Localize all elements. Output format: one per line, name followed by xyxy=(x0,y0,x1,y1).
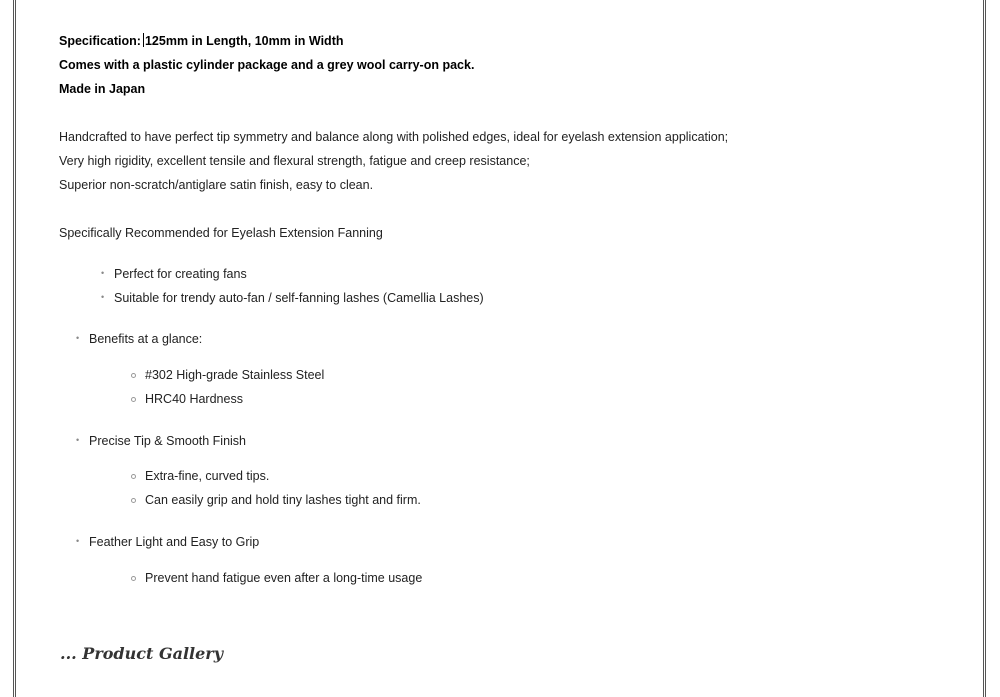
bullet-dot: • xyxy=(101,292,105,302)
bullet-dot: • xyxy=(76,435,80,445)
bullet-ring xyxy=(131,373,136,378)
spec-value: 125mm in Length, 10mm in Width xyxy=(144,34,344,48)
benefit-title-1: Benefits at a glance: xyxy=(89,332,203,346)
text-cursor xyxy=(143,33,144,47)
origin-line: Made in Japan xyxy=(59,82,146,96)
bullet-ring xyxy=(131,576,136,581)
benefit-item: #302 High-grade Stainless Steel xyxy=(145,368,325,382)
recommended-heading: Specifically Recommended for Eyelash Extension Fanning xyxy=(59,226,383,240)
spec-label: Specification: xyxy=(59,34,141,48)
bullet-ring xyxy=(131,498,136,503)
description-line-2: Very high rigidity, excellent tensile and flexural strength, fatigue and creep resistance; xyxy=(59,154,530,168)
benefit-item: Extra-fine, curved tips. xyxy=(145,469,270,483)
bullet-dot: • xyxy=(101,268,105,278)
description-line-3: Superior non-scratch/antiglare satin finish, easy to clean. xyxy=(59,178,374,192)
benefit-item: HRC40 Hardness xyxy=(145,392,243,406)
benefit-item: Prevent hand fatigue even after a long-time usage xyxy=(145,571,423,585)
right-page-border xyxy=(983,0,986,697)
product-gallery-heading: ... Product Gallery xyxy=(60,644,224,663)
benefit-title-2: Precise Tip & Smooth Finish xyxy=(89,434,247,448)
recommended-item-2: Suitable for trendy auto-fan / self-fanning lashes (Camellia Lashes) xyxy=(114,291,484,305)
benefit-title-3: Feather Light and Easy to Grip xyxy=(89,535,260,549)
spec-line xyxy=(59,33,344,49)
bullet-ring xyxy=(131,397,136,402)
left-page-border xyxy=(13,0,16,697)
recommended-item-1: Perfect for creating fans xyxy=(114,267,247,281)
bullet-ring xyxy=(131,474,136,479)
package-line: Comes with a plastic cylinder package and a grey wool carry-on pack. xyxy=(59,58,475,72)
description-line-1: Handcrafted to have perfect tip symmetry and balance along with polished edges, ideal for eyelash extension application; xyxy=(59,130,729,144)
bullet-dot: • xyxy=(76,333,80,343)
benefit-item: Can easily grip and hold tiny lashes tight and firm. xyxy=(145,493,421,507)
bullet-dot: • xyxy=(76,536,80,546)
